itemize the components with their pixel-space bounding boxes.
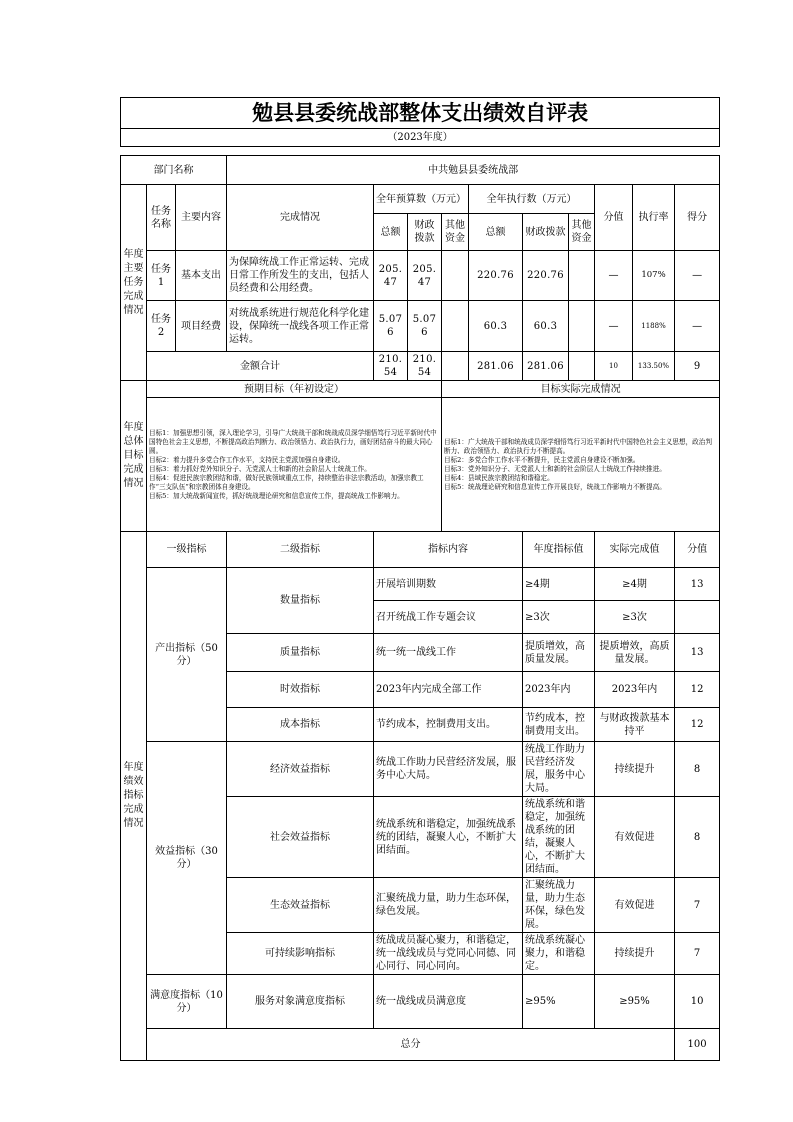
- indicator-level2: 成本指标: [227, 708, 374, 742]
- indicator-content: 汇聚统战力量，助力生态环保，绿色发展。: [374, 878, 523, 933]
- actual-goal-item: 目标3：党外知识分子、无党派人士和新的社会阶层人士统战工作持续推进。: [444, 464, 666, 473]
- annual-value-header: 年度指标值: [523, 532, 595, 568]
- indicator-value: 13: [675, 634, 720, 672]
- exec-other: [569, 251, 595, 301]
- actual-goal-item: 目标4：县域民族宗教团结和谐稳定。: [444, 473, 554, 482]
- indicator-content: 开展培训期数: [374, 568, 523, 601]
- indicator-value: [675, 601, 720, 634]
- budget-total: 5.076: [374, 301, 408, 352]
- task-name: 任务1: [147, 251, 176, 301]
- budget-total: 205.47: [374, 251, 408, 301]
- indicator-content: 统一统一战线工作: [374, 634, 523, 672]
- indicator-content: 节约成本，控制费用支出。: [374, 708, 523, 742]
- indicator-actual: 有效促进: [595, 878, 675, 933]
- indicator-actual: 有效促进: [595, 797, 675, 878]
- actual-goal-item: 目标5：统战理论研究和信息宣传工作开展良好，统战工作影响力不断提高。: [444, 482, 666, 491]
- task-value: —: [595, 251, 633, 301]
- sum-budget-finance: 210.54: [408, 352, 442, 381]
- level2-header: 二级指标: [227, 532, 374, 568]
- exec-total-header: 总额: [469, 214, 523, 251]
- actual-value-header: 实际完成值: [595, 532, 675, 568]
- indicator-annual: 提质增效，高质量发展。: [523, 634, 595, 672]
- dept-value: 中共勉县县委统战部: [227, 156, 720, 185]
- exec-total: 60.3: [469, 301, 523, 352]
- indicator-level2: 质量指标: [227, 634, 374, 672]
- year-label: （2023年度）: [121, 129, 720, 147]
- sum-score: 9: [675, 352, 720, 381]
- budget-group-header: 全年预算数（万元）: [374, 185, 469, 214]
- indicator-annual: 统战系统和谐稳定，加强统战系统的团结，凝聚人心，不断扩大团结面。: [523, 797, 595, 878]
- total-label: 总分: [147, 1029, 675, 1061]
- indicator-value: 10: [675, 975, 720, 1029]
- actual-goal-header: 目标实际完成情况: [442, 381, 720, 398]
- budget-finance-header: 财政拨款: [408, 214, 442, 251]
- task-section-label: 年度主要任务完成情况: [121, 185, 147, 381]
- total-value: 100: [675, 1029, 720, 1061]
- indicator-annual: 节约成本，控制费用支出。: [523, 708, 595, 742]
- indicator-annual: ≥95%: [523, 975, 595, 1029]
- indicator-content: 统一战线成员满意度: [374, 975, 523, 1029]
- indicator-level2: 服务对象满意度指标: [227, 975, 374, 1029]
- exec-total: 220.76: [469, 251, 523, 301]
- indicator-actual: ≥95%: [595, 975, 675, 1029]
- page-title: 勉县县委统战部整体支出绩效自评表: [121, 98, 720, 129]
- indicator-level2: 时效指标: [227, 672, 374, 708]
- indicator-value: 7: [675, 878, 720, 933]
- budget-other: [442, 251, 469, 301]
- sum-exec-finance: 281.06: [523, 352, 569, 381]
- indicator-content: 统战工作助力民营经济发展，服务中心大局。: [374, 742, 523, 797]
- indicator-row: [121, 568, 720, 601]
- content-header: 指标内容: [374, 532, 523, 568]
- task-score: —: [675, 251, 720, 301]
- expected-goal-item: 目标5：加大统战新闻宣传，抓好统战理论研究和信息宣传工作，提高统战工作影响力。: [149, 491, 404, 500]
- sum-row: [121, 352, 720, 381]
- sum-value: 10: [595, 352, 633, 381]
- indicator-row: [121, 742, 720, 797]
- sum-label: 金额合计: [147, 352, 374, 381]
- indicator-section-label: 年度绩效指标完成情况: [121, 532, 147, 1061]
- task-score: —: [675, 301, 720, 352]
- indicator-value: 8: [675, 742, 720, 797]
- exec-rate: 1188%: [633, 301, 675, 352]
- indicator-level2: 社会效益指标: [227, 797, 374, 878]
- exec-finance: 220.76: [523, 251, 569, 301]
- task-row: [121, 251, 720, 301]
- budget-total-header: 总额: [374, 214, 408, 251]
- task-completion: 为保障统战工作正常运转、完成日常工作所发生的支出，包括人员经费和公用经费。: [227, 251, 374, 301]
- task-value: —: [595, 301, 633, 352]
- exec-rate-header: 执行率: [633, 185, 675, 251]
- indicator-annual: ≥4期: [523, 568, 595, 601]
- indicator-annual: 统战工作助力民营经济发展，服务中心大局。: [523, 742, 595, 797]
- expected-goals: [147, 398, 442, 532]
- indicator-level2: 生态效益指标: [227, 878, 374, 933]
- dept-label: 部门名称: [121, 156, 227, 185]
- indicator-value: 8: [675, 797, 720, 878]
- completion-header: 完成情况: [227, 185, 374, 251]
- evaluation-table: [120, 97, 720, 1061]
- indicator-content: 统战成员凝心聚力，和谐稳定，统一战线成员与党同心同德、同心同行、同心同向。: [374, 933, 523, 975]
- actual-goals: [442, 398, 720, 532]
- goal-section-label: 年度总体目标完成情况: [121, 381, 147, 532]
- task-name-header: 任务名称: [147, 185, 176, 251]
- indicator-annual: 2023年内: [523, 672, 595, 708]
- indicator-value-header: 分值: [675, 532, 720, 568]
- indicator-actual: 持续提升: [595, 933, 675, 975]
- indicator-value: 12: [675, 672, 720, 708]
- budget-other: [442, 301, 469, 352]
- indicator-actual: 提质增效，高质量发展。: [595, 634, 675, 672]
- exec-rate: 107%: [633, 251, 675, 301]
- evaluation-sheet: [120, 97, 719, 1061]
- expected-goal-header: 预期目标（年初设定）: [147, 381, 442, 398]
- expected-goal-item: 目标4：促进民族宗教团结和谐，做好民族领域重点工作，持续整治非法宗教活动，加强宗教工作“三支队伍”和宗教团体自身建设。: [149, 473, 424, 491]
- total-row: [121, 1029, 720, 1061]
- score-header: 得分: [675, 185, 720, 251]
- indicator-annual: 汇聚统战力量，助力生态环保，绿色发展。: [523, 878, 595, 933]
- indicator-level2: 数量指标: [227, 568, 374, 634]
- indicator-actual: 2023年内: [595, 672, 675, 708]
- main-content-header: 主要内容: [176, 185, 227, 251]
- sum-budget-other: [442, 352, 469, 381]
- indicator-content: 统战系统和谐稳定，加强统战系统的团结，凝聚人心，不断扩大团结面。: [374, 797, 523, 878]
- output-group-label: 产出指标（50分）: [147, 568, 227, 742]
- task-content: 项目经费: [176, 301, 227, 352]
- actual-goal-item: 目标1：广大统战干部和统战成员深学细悟笃行习近平新时代中国特色社会主义思想，政治判断力、政治领悟力、政治执行力不断提高。: [444, 437, 712, 455]
- task-completion: 对统战系统进行规范化科学化建设，保障统一战线各项工作正常运转。: [227, 301, 374, 352]
- indicator-actual: ≥3次: [595, 601, 675, 634]
- indicator-row: [121, 975, 720, 1029]
- exec-finance-header: 财政拨款: [523, 214, 569, 251]
- satisfaction-group-label: 满意度指标（10分）: [147, 975, 227, 1029]
- budget-finance: 5.076: [408, 301, 442, 352]
- budget-finance: 205.47: [408, 251, 442, 301]
- indicator-actual: 与财政拨款基本持平: [595, 708, 675, 742]
- indicator-annual: ≥3次: [523, 601, 595, 634]
- expected-goal-item: 目标1：加强思想引领，深入理论学习，引导广大统战干部和统战成员深学细悟笃行习近平新时代中国特色社会主义思想，不断提高政治判断力、政治领悟力、政治执行力，画好团结奋斗的最大同心圆。: [149, 428, 437, 455]
- expected-goal-item: 目标3：着力抓好党外知识分子、无党派人士和新的社会阶层人士统战工作。: [149, 464, 371, 473]
- indicator-level2: 经济效益指标: [227, 742, 374, 797]
- exec-group-header: 全年执行数（万元）: [469, 185, 595, 214]
- task-name: 任务2: [147, 301, 176, 352]
- indicator-actual: 持续提升: [595, 742, 675, 797]
- indicator-actual: ≥4期: [595, 568, 675, 601]
- expected-goal-item: 目标2：着力提升多党合作工作水平，支持民主党派加强自身建设。: [149, 455, 345, 464]
- indicator-content: 2023年内完成全部工作: [374, 672, 523, 708]
- value-header: 分值: [595, 185, 633, 251]
- sum-exec-total: 281.06: [469, 352, 523, 381]
- indicator-value: 12: [675, 708, 720, 742]
- sum-exec-other: [569, 352, 595, 381]
- task-row: [121, 301, 720, 352]
- exec-finance: 60.3: [523, 301, 569, 352]
- level1-header: 一级指标: [147, 532, 227, 568]
- indicator-value: 7: [675, 933, 720, 975]
- sum-budget-total: 210.54: [374, 352, 408, 381]
- exec-other-header: 其他资金: [569, 214, 595, 251]
- sum-rate: 133.50%: [633, 352, 675, 381]
- exec-other: [569, 301, 595, 352]
- benefit-group-label: 效益指标（30分）: [147, 742, 227, 975]
- indicator-annual: 统战系统凝心聚力，和谐稳定。: [523, 933, 595, 975]
- indicator-content: 召开统战工作专题会议: [374, 601, 523, 634]
- actual-goal-item: 目标2：多党合作工作水平不断提升，民主党派自身建设不断加强。: [444, 455, 640, 464]
- indicator-level2: 可持续影响指标: [227, 933, 374, 975]
- indicator-value: 13: [675, 568, 720, 601]
- task-content: 基本支出: [176, 251, 227, 301]
- budget-other-header: 其他资金: [442, 214, 469, 251]
